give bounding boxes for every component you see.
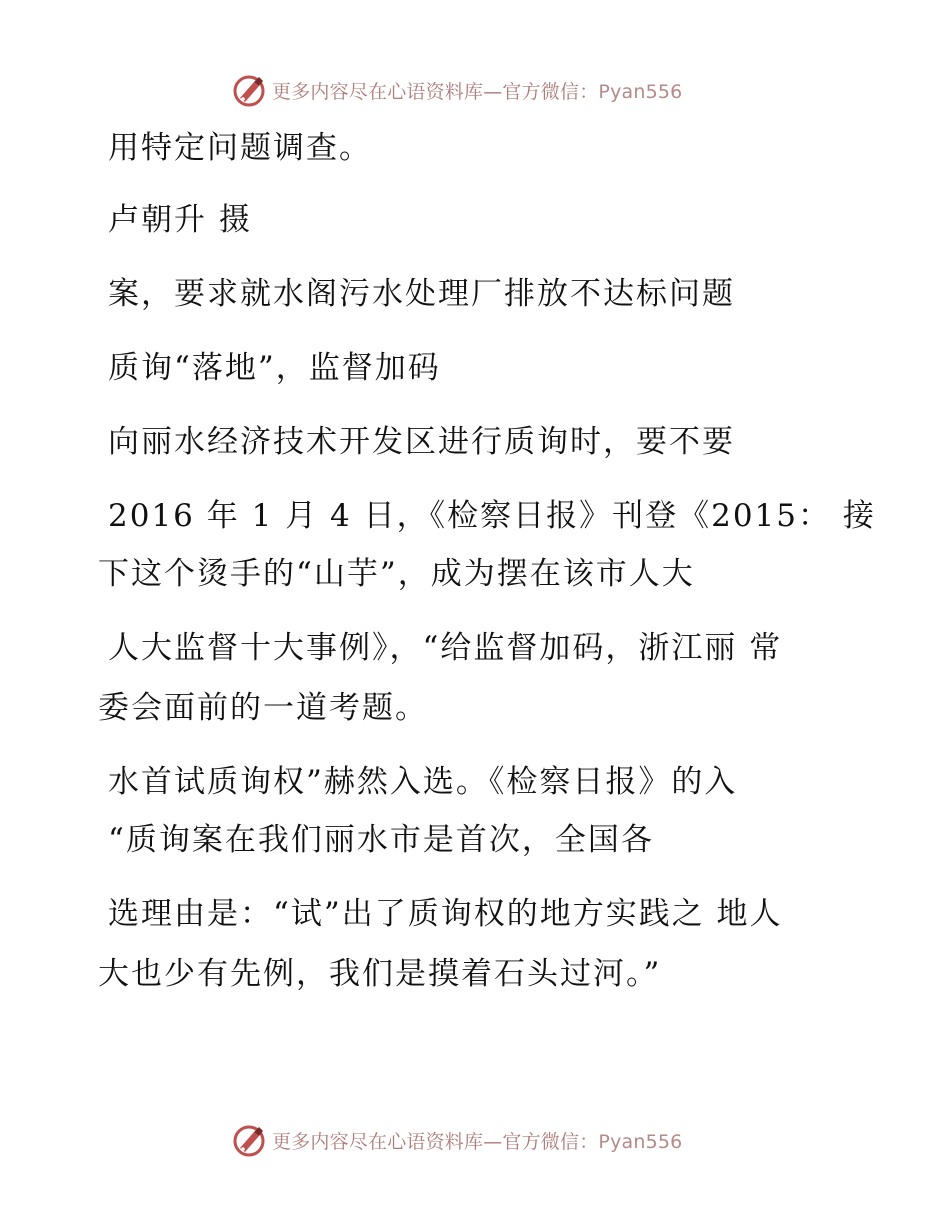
body-line: 质询“落地”，监督加码	[108, 350, 441, 386]
body-line: “质询案在我们丽水市是首次，全国各	[108, 822, 654, 858]
body-line: 水首试质询权”赫然入选。《检察日报》的入	[108, 764, 738, 800]
pen-logo-icon	[232, 72, 268, 108]
header-banner	[232, 70, 682, 110]
body-line: 下这个烫手的“山芋”，成为摆在该市人大	[98, 556, 695, 592]
body-line: 用特定问题调查。	[108, 130, 372, 166]
pen-logo-icon	[232, 1122, 268, 1158]
body-line: 向丽水经济技术开发区进行质询时，要不要	[108, 424, 735, 460]
body-line: 卢朝升 摄	[108, 202, 252, 238]
footer-banner-text: 更多内容尽在心语资料库—官方微信：	[272, 1130, 599, 1153]
footer-banner	[232, 1120, 682, 1160]
body-line: 2016 年 1 月 4 日，《检察日报》刊登《2015： 接	[108, 498, 876, 534]
body-line: 大也少有先例，我们是摸着石头过河。”	[98, 956, 662, 992]
body-line: 委会面前的一道考题。	[98, 690, 428, 726]
body-line: 选理由是：“试”出了质询权的地方实践之 地人	[108, 896, 783, 932]
header-banner-text: 更多内容尽在心语资料库—官方微信：	[272, 80, 599, 103]
header-wechat-id: Pyan556	[598, 80, 683, 103]
footer-wechat-id: Pyan556	[598, 1130, 683, 1153]
body-line: 案，要求就水阁污水处理厂排放不达标问题	[108, 276, 735, 312]
body-line: 人大监督十大事例》，“给监督加码，浙江丽 常	[108, 630, 783, 666]
